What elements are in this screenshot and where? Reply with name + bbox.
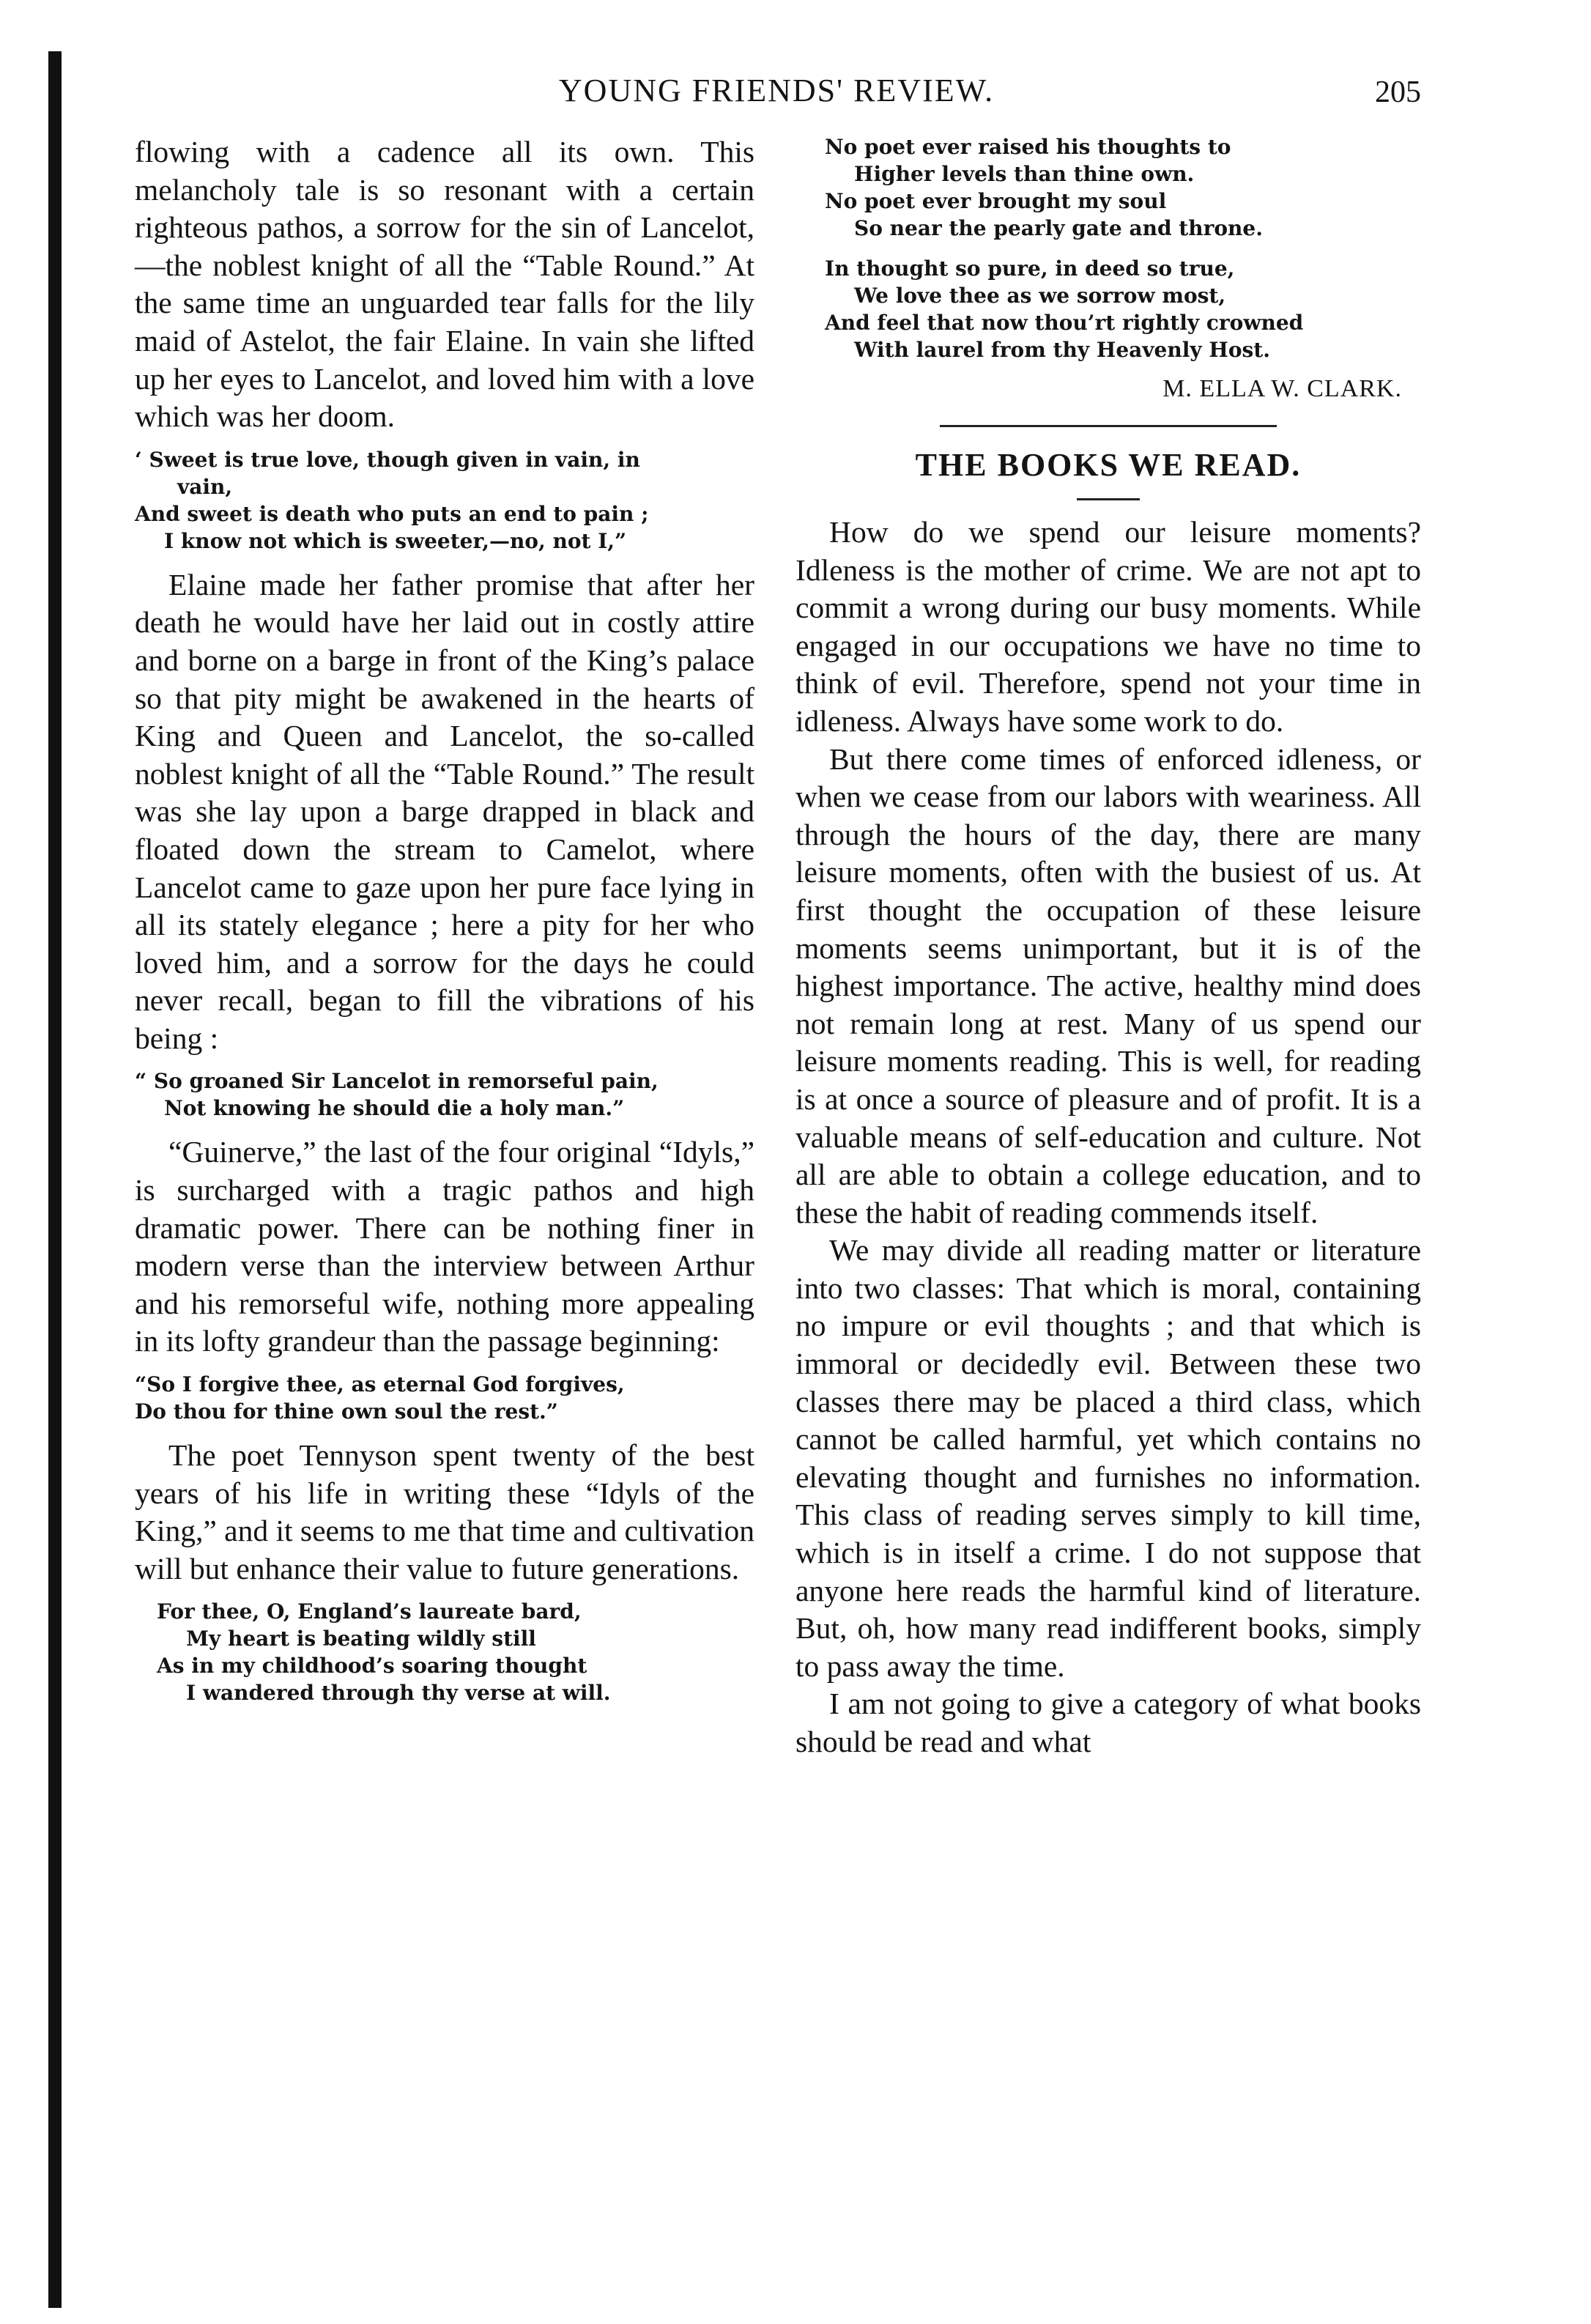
paragraph: I am not going to give a category of what books should be read and what bbox=[796, 1687, 1421, 1758]
verse-line: Do thou for thine own soul the rest.” bbox=[135, 1399, 558, 1424]
journal-title: YOUNG FRIENDS' REVIEW. bbox=[558, 73, 995, 108]
verse-line: “ So groaned Sir Lancelot in remorseful pain, bbox=[135, 1069, 659, 1094]
verse-line: “So I forgive thee, as eternal God forgives, bbox=[135, 1372, 625, 1397]
verse-quote bbox=[135, 1371, 754, 1425]
verse-quote bbox=[135, 446, 754, 555]
verse-line: As in my childhood’s soaring thought bbox=[157, 1654, 587, 1679]
paragraph: But there come times of enforced idleness, or when we cease from our labors with weariness. All through the hours of the day, there are many leisure moments, often with the busiest of us. At first thought the occupation of these leisure moments seems unimportant, but it is of the highest importance. The active, healthy mind does not remain long at rest. Many of us spend our leisure moments reading. This is well, for reading is at once a source of pleasure and of profit. It is a valuable means of self-education and culture. Not all are able to obtain a college education, and to these the habit of reading commends itself. bbox=[796, 741, 1421, 1229]
verse-quote bbox=[135, 1067, 754, 1122]
verse-line: And feel that now thou’rt rightly crowned bbox=[825, 311, 1304, 335]
verse-line: Not knowing he should die a holy man.” bbox=[164, 1096, 625, 1121]
verse-line: My heart is beating wildly still bbox=[186, 1627, 536, 1651]
poem-stanza bbox=[157, 1598, 754, 1706]
binding-edge bbox=[48, 51, 62, 2308]
verse-line: We love thee as we sorrow most, bbox=[854, 284, 1226, 308]
stanza-gap bbox=[825, 242, 1421, 255]
paragraph: “Guinerve,” the last of the four original “Idyls,” is surcharged with a tragic pathos and high dramatic power. There can be nothing finer in modern verse than the interview between Arthur and his remorseful wife, nothing more appealing in its lofty grandeur than the passage beginning: bbox=[135, 1135, 754, 1358]
verse-line: I wandered through thy verse at will. bbox=[186, 1681, 611, 1706]
verse-line: No poet ever raised his thoughts to bbox=[825, 135, 1231, 159]
verse-line: In thought so pure, in deed so true, bbox=[825, 256, 1235, 281]
title-underline bbox=[1077, 498, 1140, 500]
paragraph: We may divide all reading matter or literature into two classes: That which is moral, containing no impure or evil thoughts ; and that which is immoral or decidedly evil. Between these two classes there may be placed a third class, which cannot be called harmful, yet which contains no elevating thought and furnishes no information. This class of reading serves simply to kill time, which is in itself a crime. I do not suppose that anyone here reads the harmful kind of literature. But, oh, how many read indifferent books, simply to pass away the time. bbox=[796, 1233, 1421, 1683]
verse-line: ‘ Sweet is true love, though given in vain, in bbox=[135, 447, 640, 472]
verse-line: I know not which is sweeter,—no, not I,” bbox=[164, 528, 627, 553]
section-divider bbox=[940, 425, 1277, 427]
author-signature: M. ELLA W. CLARK. bbox=[1162, 375, 1402, 402]
verse-line: So near the pearly gate and throne. bbox=[854, 216, 1263, 240]
verse-line: With laurel from thy Heavenly Host. bbox=[854, 338, 1270, 362]
verse-line: For thee, O, England’s laureate bard, bbox=[157, 1599, 582, 1624]
paragraph: How do we spend our leisure moments? Idleness is the mother of crime. We are not apt to commit a wrong during our busy moments. While engaged in our occupations we have no time to think of evil. Therefore, spend not your time in idleness. Always have some work to do. bbox=[796, 515, 1421, 738]
paragraph: The poet Tennyson spent twenty of the best years of his life in writing these “Idyls of the King,” and it seems to me that time and cultivation will but enhance their value to future generations. bbox=[135, 1438, 754, 1585]
right-column bbox=[796, 133, 1421, 1761]
verse-line: And sweet is death who puts an end to pain ; bbox=[135, 501, 649, 526]
running-header bbox=[132, 72, 1421, 123]
verse-line: Higher levels than thine own. bbox=[854, 162, 1195, 186]
poem-stanza bbox=[825, 133, 1421, 363]
paragraph: flowing with a cadence all its own. This melancholy tale is so resonant with a certain righteous pathos, a sorrow for the sin of Lancelot,—the noblest knight of all the “Table Round.” At the same time an unguarded tear falls for the lily maid of Astelot, the fair Elaine. In vain she lifted up her eyes to Lancelot, and loved him with a love which was her doom. bbox=[135, 135, 754, 434]
page-number: 205 bbox=[1375, 75, 1421, 109]
verse-line: vain, bbox=[177, 474, 233, 499]
verse-line: No poet ever brought my soul bbox=[825, 189, 1167, 213]
left-column bbox=[135, 133, 754, 1718]
section-title: THE BOOKS WE READ. bbox=[915, 447, 1302, 483]
paragraph: Elaine made her father promise that after her death he would have her laid out in costly attire and borne on a barge in front of the King’s palace so that pity might be awakened in the hearts of King and Queen and Lancelot, the so-called noblest knight of all the “Table Round.” The result was she lay upon a barge drapped in black and floated down the stream to Camelot, where Lancelot came to gaze upon her pure face lying in all its stately elegance ; here a pity for her who loved him, and a sorrow for the days he could never recall, began to fill the vibrations of his being : bbox=[135, 567, 754, 1055]
